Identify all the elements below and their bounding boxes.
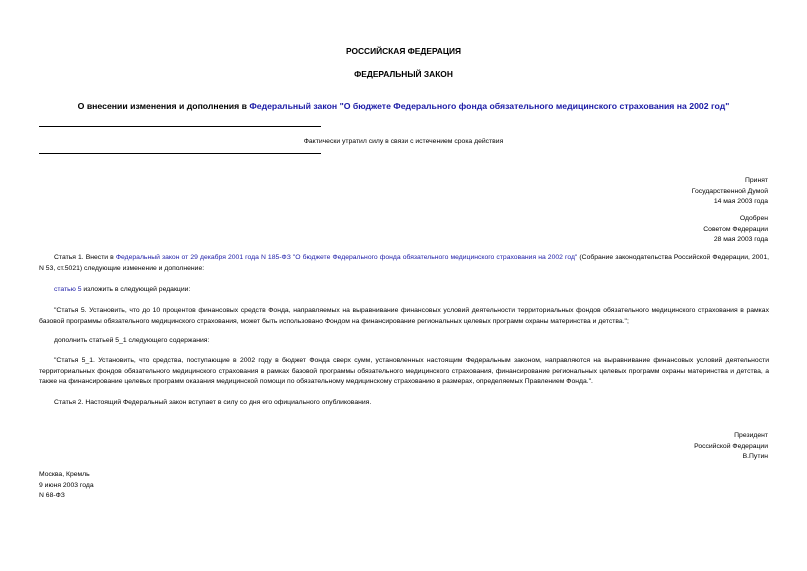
signature-line-1: Президент — [734, 432, 768, 439]
signature-block — [694, 431, 768, 463]
adopted-line-3: 14 мая 2003 года — [713, 198, 768, 205]
article-2-paragraph: Статья 2. Настоящий Федеральный закон вступает в силу со дня его официального опубликования. — [54, 399, 372, 406]
approved-block — [703, 214, 768, 246]
place-city: Москва, Кремль — [39, 471, 90, 478]
instruction-1-text: изложить в следующей редакции: — [81, 286, 191, 293]
approved-line-1: Одобрен — [739, 215, 768, 222]
status-note: Фактически утратил силу в связи с истечением срока действия — [303, 138, 504, 145]
adopted-line-2: Государственной Думой — [691, 187, 768, 195]
doc-type-heading: ФЕДЕРАЛЬНЫЙ ЗАКОН — [354, 69, 453, 79]
law-title — [0, 101, 807, 111]
signature-line-2: Российской Федерации — [694, 442, 768, 450]
article-1-law-link[interactable]: Федеральный закон от 29 декабря 2001 года N 185-ФЗ "О бюджете Федерального фонда обязательного медицинского страхования на 2002 год" — [115, 254, 578, 261]
law-number: N 68-ФЗ — [39, 492, 65, 499]
place-date: 9 июня 2003 года — [39, 481, 94, 489]
article-1-paragraph — [39, 253, 769, 274]
law-title-prefix: О внесении изменения и дополнения в — [77, 101, 250, 111]
quote-2-paragraph: "Статья 5_1. Установить, что средства, поступающие в 2002 году в бюджет Фонда сверх сумм, установленных настоящим Федеральным законом, направляются на выравнивание финансовых условий деятельности территориальных фондов обязательного медицинского страхования в рамках базовой программы обязательного медицинского страхования, финансирование региональных целевых программ охраны материнства и детства, а также на финансирование целевых программ оказания медицинской помощи по обязательному медицинскому страхованию в размерах, определяемых Правлением Фонда.". — [39, 357, 769, 385]
adopted-line-1: Принят — [744, 177, 768, 184]
country-heading: РОССИЙСКАЯ ФЕДЕРАЦИЯ — [345, 46, 462, 56]
instruction-1-paragraph — [39, 285, 769, 296]
signature-line-3: В.Путин — [742, 453, 768, 460]
article-5-link[interactable]: статью 5 — [54, 286, 82, 293]
divider-bottom — [39, 153, 321, 154]
law-title-link[interactable]: Федеральный закон "О бюджете Федерального фонда обязательного медицинского страхования на 2002 год" — [249, 101, 730, 111]
article-1-prefix: Статья 1. Внести в — [54, 254, 116, 261]
instruction-2-paragraph: дополнить статьей 5_1 следующего содержания: — [54, 337, 210, 344]
adopted-block — [692, 176, 768, 208]
approved-line-3: 28 мая 2003 года — [713, 236, 768, 243]
approved-line-2: Советом Федерации — [703, 225, 768, 233]
place-date-block — [39, 470, 94, 502]
article-1-suffix: (Собрание законодательства Российской Федерации, 2001, N 53, ст.5021) следующие изменение и дополнение: — [39, 254, 769, 272]
quote-1-paragraph: "Статья 5. Установить, что до 10 процентов финансовых средств Фонда, направляемых на выравнивание финансовых условий деятельности территориальных фондов обязательного медицинского страхования в рамках базовой программы обязательного медицинского страхования, может быть использовано Фондом на финансирование региональных целевых программ охраны материнства и детства."; — [39, 307, 769, 325]
divider-top — [39, 126, 321, 127]
